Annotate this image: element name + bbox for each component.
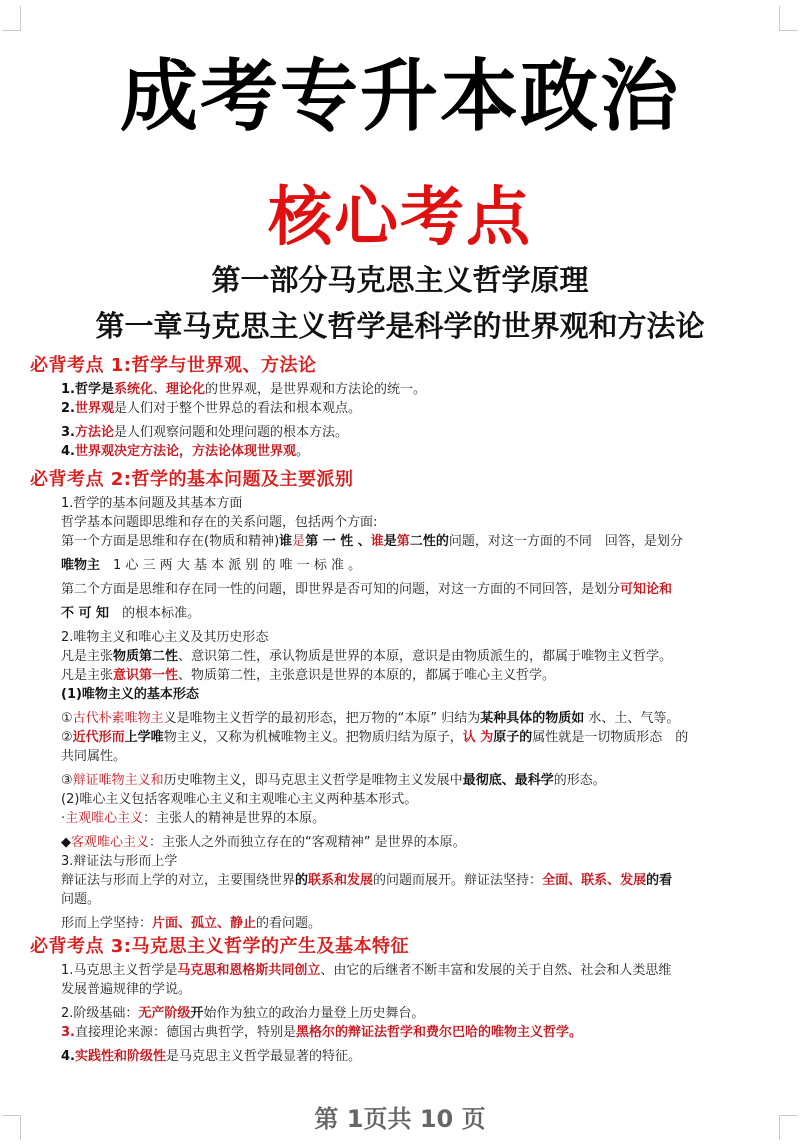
bold-text: 的 bbox=[295, 873, 309, 888]
bold-text: 开 bbox=[190, 1006, 204, 1021]
text-line bbox=[0, 556, 800, 575]
section-heading: 必背考点 3:马克思主义哲学的产生及基本特征 bbox=[30, 936, 409, 957]
part-title: 第一部分马克思主义哲学原理 bbox=[211, 263, 589, 297]
highlight-text: 世界观 bbox=[74, 401, 114, 416]
body-text: 1 心 三 两 大 基 本 派 别 的 唯 一 标 准 。 bbox=[100, 558, 362, 573]
body-text: 水、土、气等。 bbox=[584, 711, 680, 726]
main-title: 成考专升本政治 bbox=[119, 52, 680, 142]
body-text: 的根本标准。 bbox=[109, 606, 201, 621]
highlight-text: 第 bbox=[396, 534, 410, 549]
body-text: 物主义，又称为机械唯物主义。把物质归结为原子， bbox=[163, 730, 463, 745]
body-text: (2)唯心主义包括客观唯心主义和主观唯心主义两种基本形式。 bbox=[61, 792, 418, 807]
highlight-text: 近代形而 bbox=[72, 730, 125, 745]
bold-text: 哲学是 bbox=[74, 382, 114, 397]
crop-mark-top-left bbox=[2, 6, 21, 31]
bold-text: 某种具体的物质如 bbox=[480, 711, 585, 726]
body-text: 属性就是一切物质形态 的 bbox=[532, 730, 689, 745]
text-line bbox=[0, 442, 800, 461]
body-text: 、由它的后继者不断丰富和发展的关于自然、社会和人类思维 bbox=[320, 963, 672, 978]
section-heading: 必背考点 2:哲学的基本问题及主要派别 bbox=[30, 469, 354, 490]
bold-text: ◆ bbox=[61, 835, 71, 850]
highlight-text: 世界观决定方法论，方法论体现世界观 bbox=[74, 444, 296, 459]
body-text: 3.辩证法与形而上学 bbox=[61, 854, 178, 869]
text-line bbox=[0, 1004, 800, 1023]
text-line bbox=[0, 685, 800, 704]
text-line bbox=[0, 580, 800, 599]
text-line bbox=[0, 890, 800, 909]
bold-text: 上学唯 bbox=[124, 730, 164, 745]
bold-text: 第 一 性 、 bbox=[305, 534, 371, 549]
text-line bbox=[0, 423, 800, 442]
highlight-text: 是 bbox=[292, 534, 306, 549]
text-line bbox=[0, 604, 800, 623]
bold-text: 最彻底、最科学 bbox=[462, 773, 554, 788]
text-line bbox=[0, 628, 800, 647]
body-text: 凡是主张 bbox=[61, 649, 114, 664]
body-text: 共同属性。 bbox=[61, 749, 127, 764]
crop-mark-top-right bbox=[779, 6, 798, 31]
section-heading: 必背考点 1:哲学与世界观、方法论 bbox=[30, 355, 317, 376]
text-line bbox=[0, 728, 800, 747]
body-text: ② bbox=[61, 730, 73, 745]
text-line bbox=[0, 666, 800, 685]
body-text: · bbox=[61, 811, 66, 826]
body-text: 、 bbox=[153, 382, 167, 397]
bold-text: 2. bbox=[61, 401, 75, 416]
body-text: 的世界观，是世界观和方法论的统一。 bbox=[205, 382, 427, 397]
body-text: 的问题而展开。辩证法坚持： bbox=[373, 873, 543, 888]
body-text: 是人们对于整个世界总的看法和根本观点。 bbox=[114, 401, 362, 416]
body-text: 问题。 bbox=[61, 892, 101, 907]
bold-text: 的看 bbox=[646, 873, 673, 888]
body-text: ：主张人的精神是世界的本原。 bbox=[143, 811, 326, 826]
bold-text: 4. bbox=[61, 444, 75, 459]
highlight-text: 黑格尔的辩证法哲学和费尔巴哈的唯物主义哲学。 bbox=[296, 1025, 583, 1040]
highlight-text: 理论化 bbox=[166, 382, 206, 397]
body-text: 、物质第二性，主张意识是世界的本原的，都属于唯心主义哲学。 bbox=[178, 668, 556, 683]
body-text: 直接理论来源：德国古典哲学，特别是 bbox=[74, 1025, 296, 1040]
highlight-text: 方法论 bbox=[74, 425, 114, 440]
text-line bbox=[0, 747, 800, 766]
body-text: 1.哲学的基本问题及其基本方面 bbox=[61, 496, 243, 511]
highlight-text: 谁 bbox=[370, 534, 384, 549]
text-line bbox=[0, 647, 800, 666]
highlight-text: 认 为 bbox=[462, 730, 494, 745]
body-text: ① bbox=[61, 711, 73, 726]
body-text: 第一个方面是思维和存在(物质和精神) bbox=[61, 534, 280, 549]
body-text: 的看问题。 bbox=[256, 916, 322, 931]
text-line bbox=[0, 914, 800, 933]
body-text: ③ bbox=[61, 773, 73, 788]
text-line bbox=[0, 871, 800, 890]
highlight-text: 辩证唯物主义和 bbox=[72, 773, 164, 788]
text-line bbox=[0, 532, 800, 551]
body-text: 是马克思主义哲学最显著的特征。 bbox=[166, 1049, 362, 1064]
page-number-footer: 第 1页共 10 页 bbox=[314, 1105, 486, 1133]
bold-text: 是 bbox=[383, 534, 397, 549]
text-line bbox=[0, 380, 800, 399]
highlight-text: 系统化 bbox=[114, 382, 154, 397]
body-text: 1.马克思主义哲学是 bbox=[61, 963, 178, 978]
body-text: 第二个方面是思维和存在同一性的问题，即世界是否可知的问题，对这一方面的不同回答，是划分 bbox=[61, 582, 621, 597]
highlight-text: 客观唯心主义 bbox=[71, 835, 150, 850]
bold-text: (1)唯物主义的基本形态 bbox=[61, 687, 199, 702]
text-line bbox=[0, 399, 800, 418]
text-line bbox=[0, 771, 800, 790]
body-text: 的形态。 bbox=[553, 773, 606, 788]
bold-text: 原子的 bbox=[493, 730, 533, 745]
text-line bbox=[0, 961, 800, 980]
body-text: 2.唯物主义和唯心主义及其历史形态 bbox=[61, 630, 269, 645]
body-text: ：主张人之外而独立存在的“客观精神” 是世界的本原。 bbox=[149, 835, 466, 850]
text-line bbox=[0, 790, 800, 809]
text-line bbox=[0, 833, 800, 852]
highlight-text: 联系和发展 bbox=[308, 873, 374, 888]
highlight-text: 可知论和 bbox=[620, 582, 673, 597]
chapter-title: 第一章马克思主义哲学是科学的世界观和方法论 bbox=[95, 309, 705, 343]
highlight-text: 古代朴素唯物主 bbox=[72, 711, 164, 726]
body-text: 形而上学坚持： bbox=[61, 916, 153, 931]
text-line bbox=[0, 513, 800, 532]
body-text: 、意识第二性，承认物质是世界的本原，意识是由物质派生的，都属于唯物主义哲学。 bbox=[178, 649, 673, 664]
bold-text: 谁 bbox=[279, 534, 293, 549]
text-line bbox=[0, 809, 800, 828]
text-line bbox=[0, 709, 800, 728]
text-line bbox=[0, 1047, 800, 1066]
body-text: 始作为独立的政治力量登上历史舞台。 bbox=[203, 1006, 425, 1021]
bold-text: 4. bbox=[61, 1049, 75, 1064]
highlight-text: 马克思和恩格斯共同创立 bbox=[177, 963, 321, 978]
document-body bbox=[0, 352, 800, 1066]
text-line bbox=[0, 980, 800, 999]
bold-text: 物质第二性 bbox=[113, 649, 179, 664]
body-text: 。 bbox=[296, 444, 310, 459]
bold-text: 唯物主 bbox=[61, 558, 101, 573]
body-text: 发展普遍规律的学说。 bbox=[61, 982, 192, 997]
bold-text: 不 可 知 bbox=[61, 606, 110, 621]
highlight-text: 无产阶级 bbox=[138, 1006, 191, 1021]
highlight-text: 片面、孤立、静止 bbox=[152, 916, 257, 931]
body-text: 辩证法与形而上学的对立，主要围绕世界 bbox=[61, 873, 296, 888]
body-text: 义是唯物主义哲学的最初形态，把万物的“本原” 归结为 bbox=[163, 711, 481, 726]
text-line bbox=[0, 1023, 800, 1042]
text-line bbox=[0, 494, 800, 513]
sub-title: 核心考点 bbox=[268, 181, 532, 255]
text-line bbox=[0, 852, 800, 871]
body-text: 历史唯物主义，即马克思主义哲学是唯物主义发展中 bbox=[163, 773, 463, 788]
highlight-text: 3. bbox=[61, 1025, 75, 1040]
highlight-text: 全面、联系、发展 bbox=[542, 873, 647, 888]
body-text: 是人们观察问题和处理问题的根本方法。 bbox=[114, 425, 349, 440]
bold-text: 1. bbox=[61, 382, 75, 397]
body-text: 凡是主张 bbox=[61, 668, 114, 683]
highlight-text: 主观唯心主义 bbox=[65, 811, 144, 826]
bold-text: 二性的 bbox=[409, 534, 449, 549]
body-text: 2.阶级基础： bbox=[61, 1006, 139, 1021]
highlight-text: 意识第一性 bbox=[113, 668, 179, 683]
highlight-text: 实践性和阶级性 bbox=[74, 1049, 166, 1064]
body-text: 哲学基本问题即思维和存在的关系问题，包括两个方面: bbox=[61, 515, 378, 530]
body-text: 问题，对这一方面的不同 回答，是划分 bbox=[448, 534, 683, 549]
bold-text: 3. bbox=[61, 425, 75, 440]
